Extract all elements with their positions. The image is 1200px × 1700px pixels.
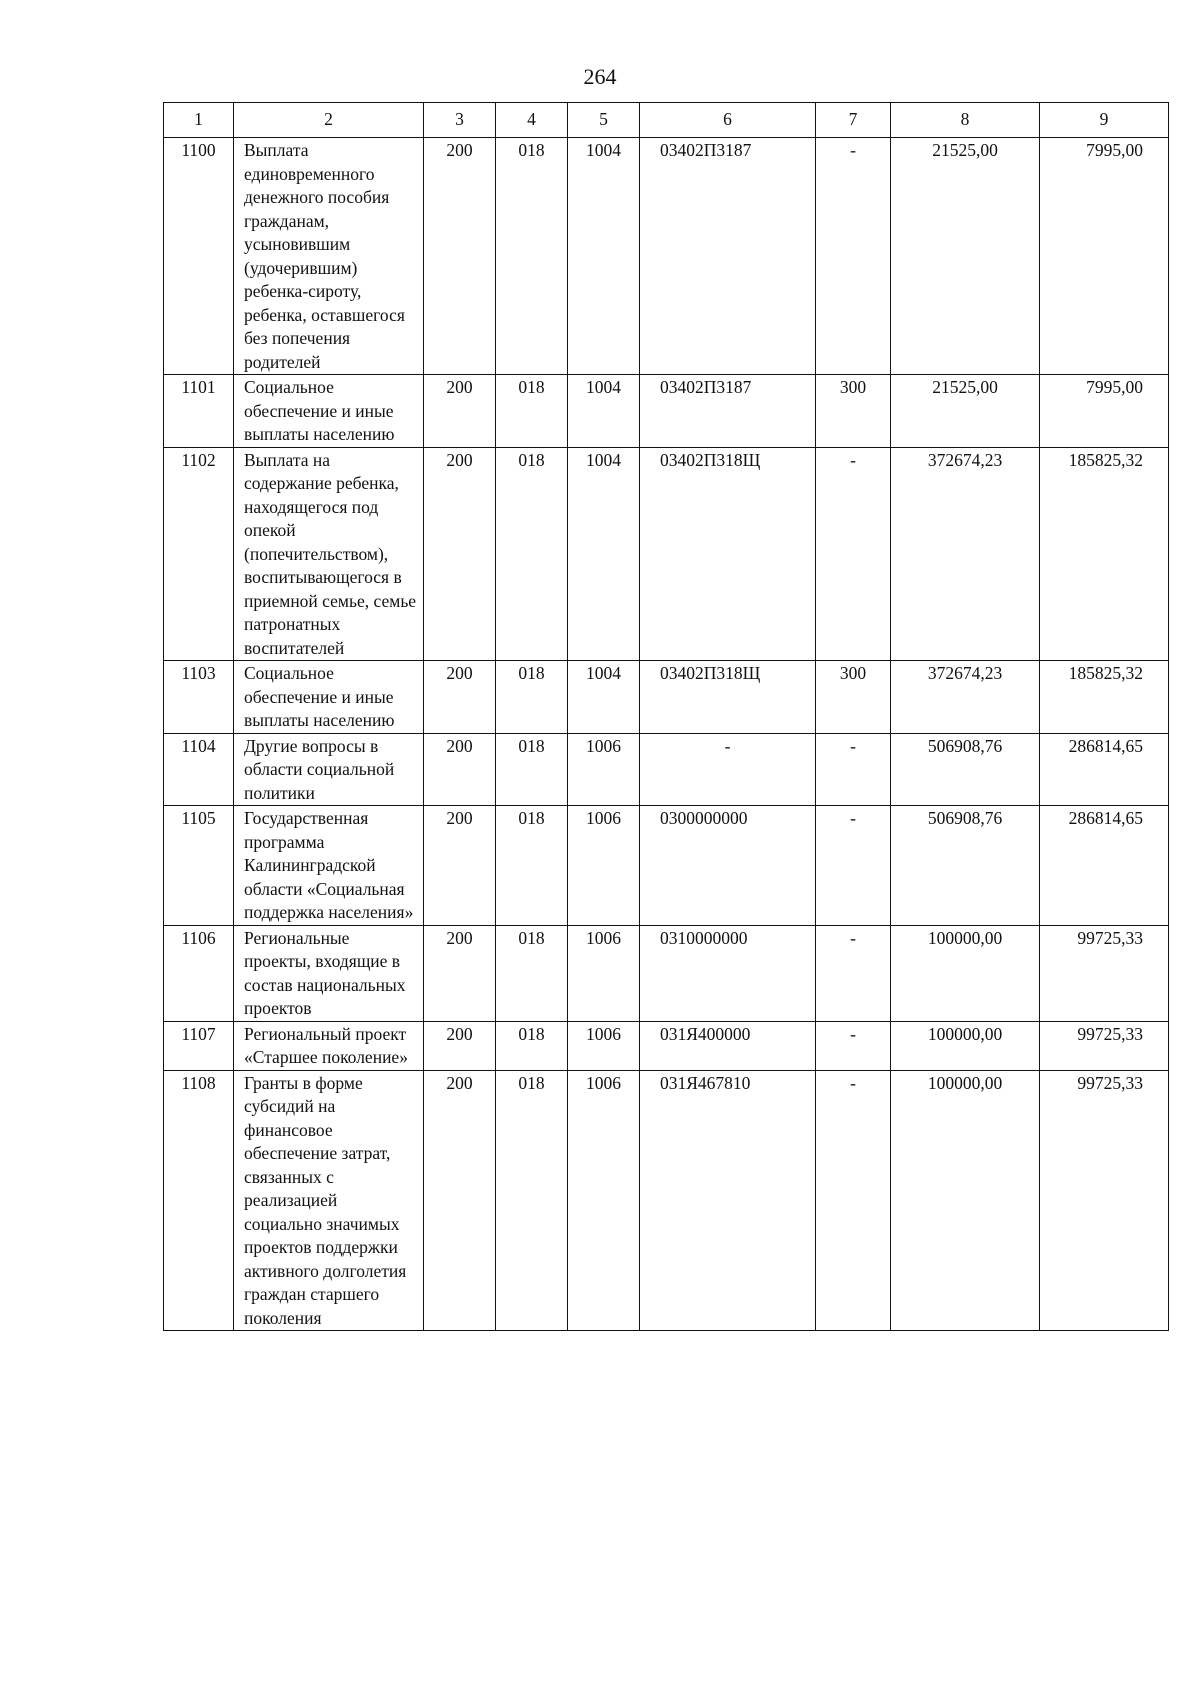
cell-col-6: 03402П318Щ <box>640 447 816 661</box>
table-row <box>164 806 1169 926</box>
row-number: 1104 <box>164 733 234 806</box>
cell-col-8: 100000,00 <box>891 1070 1040 1331</box>
table-row <box>164 447 1169 661</box>
cell-col-4: 018 <box>496 806 568 926</box>
header-row <box>164 103 1169 138</box>
cell-col-9: 286814,65 <box>1040 733 1169 806</box>
row-number: 1101 <box>164 375 234 448</box>
cell-col-5: 1006 <box>568 925 640 1021</box>
cell-col-4: 018 <box>496 138 568 375</box>
cell-col-4: 018 <box>496 375 568 448</box>
cell-col-7: - <box>816 138 891 375</box>
cell-col-3: 200 <box>424 1021 496 1070</box>
row-name: Гранты в форме субсидий на финансовое обеспечение затрат, связанных с реализацией социально значимых проектов поддержки активного долголетия граждан старшего поколения <box>234 1070 424 1331</box>
table-row <box>164 925 1169 1021</box>
cell-col-7: 300 <box>816 661 891 734</box>
row-name: Социальное обеспечение и иные выплаты населению <box>234 661 424 734</box>
cell-col-5: 1006 <box>568 1070 640 1331</box>
cell-col-9: 7995,00 <box>1040 138 1169 375</box>
cell-col-5: 1004 <box>568 375 640 448</box>
cell-col-6: 03402П3187 <box>640 375 816 448</box>
cell-col-8: 21525,00 <box>891 138 1040 375</box>
cell-col-4: 018 <box>496 661 568 734</box>
cell-col-7: - <box>816 1021 891 1070</box>
cell-col-9: 99725,33 <box>1040 1021 1169 1070</box>
budget-table <box>163 102 1169 1331</box>
cell-col-5: 1004 <box>568 138 640 375</box>
cell-col-3: 200 <box>424 1070 496 1331</box>
cell-col-3: 200 <box>424 447 496 661</box>
cell-col-3: 200 <box>424 806 496 926</box>
row-number: 1106 <box>164 925 234 1021</box>
row-name: Региональный проект «Старшее поколение» <box>234 1021 424 1070</box>
cell-col-7: 300 <box>816 375 891 448</box>
cell-col-8: 21525,00 <box>891 375 1040 448</box>
cell-col-4: 018 <box>496 1070 568 1331</box>
column-header-1: 1 <box>164 103 234 138</box>
column-header-6: 6 <box>640 103 816 138</box>
row-number: 1102 <box>164 447 234 661</box>
cell-col-5: 1006 <box>568 806 640 926</box>
cell-col-7: - <box>816 806 891 926</box>
cell-col-4: 018 <box>496 733 568 806</box>
cell-col-8: 100000,00 <box>891 925 1040 1021</box>
table-row <box>164 1021 1169 1070</box>
row-name: Региональные проекты, входящие в состав национальных проектов <box>234 925 424 1021</box>
cell-col-3: 200 <box>424 661 496 734</box>
cell-col-8: 506908,76 <box>891 733 1040 806</box>
cell-col-4: 018 <box>496 1021 568 1070</box>
cell-col-7: - <box>816 925 891 1021</box>
cell-col-6: 0310000000 <box>640 925 816 1021</box>
cell-col-6: 0300000000 <box>640 806 816 926</box>
cell-col-3: 200 <box>424 925 496 1021</box>
cell-col-9: 286814,65 <box>1040 806 1169 926</box>
column-header-5: 5 <box>568 103 640 138</box>
row-name: Социальное обеспечение и иные выплаты населению <box>234 375 424 448</box>
cell-col-3: 200 <box>424 375 496 448</box>
table-row <box>164 138 1169 375</box>
cell-col-5: 1004 <box>568 661 640 734</box>
column-header-2: 2 <box>234 103 424 138</box>
cell-col-8: 372674,23 <box>891 661 1040 734</box>
column-header-7: 7 <box>816 103 891 138</box>
cell-col-6: 031Я467810 <box>640 1070 816 1331</box>
table-row <box>164 733 1169 806</box>
cell-col-8: 372674,23 <box>891 447 1040 661</box>
column-header-3: 3 <box>424 103 496 138</box>
cell-col-7: - <box>816 447 891 661</box>
page-number: 264 <box>583 64 617 89</box>
cell-col-9: 7995,00 <box>1040 375 1169 448</box>
cell-col-5: 1006 <box>568 733 640 806</box>
row-name: Государственная программа Калининградской области «Социальная поддержка населения» <box>234 806 424 926</box>
cell-col-6: 031Я400000 <box>640 1021 816 1070</box>
cell-col-9: 185825,32 <box>1040 447 1169 661</box>
table-row <box>164 1070 1169 1331</box>
row-number: 1103 <box>164 661 234 734</box>
cell-col-8: 506908,76 <box>891 806 1040 926</box>
row-number: 1105 <box>164 806 234 926</box>
column-header-4: 4 <box>496 103 568 138</box>
cell-col-3: 200 <box>424 733 496 806</box>
cell-col-9: 99725,33 <box>1040 1070 1169 1331</box>
cell-col-6: 03402П318Щ <box>640 661 816 734</box>
cell-col-6: - <box>640 733 816 806</box>
table-row <box>164 661 1169 734</box>
row-number: 1107 <box>164 1021 234 1070</box>
cell-col-4: 018 <box>496 925 568 1021</box>
cell-col-7: - <box>816 1070 891 1331</box>
row-name: Выплата на содержание ребенка, находящегося под опекой (попечительством), воспитывающегося в приемной семье, семье патронатных воспитателей <box>234 447 424 661</box>
cell-col-5: 1004 <box>568 447 640 661</box>
cell-col-5: 1006 <box>568 1021 640 1070</box>
row-number: 1100 <box>164 138 234 375</box>
cell-col-8: 100000,00 <box>891 1021 1040 1070</box>
cell-col-9: 99725,33 <box>1040 925 1169 1021</box>
cell-col-6: 03402П3187 <box>640 138 816 375</box>
row-name: Выплата единовременного денежного пособия гражданам, усыновившим (удочерившим) ребенка-сироту, ребенка, оставшегося без попечения родителей <box>234 138 424 375</box>
cell-col-4: 018 <box>496 447 568 661</box>
row-number: 1108 <box>164 1070 234 1331</box>
cell-col-9: 185825,32 <box>1040 661 1169 734</box>
cell-col-3: 200 <box>424 138 496 375</box>
column-header-8: 8 <box>891 103 1040 138</box>
table-row <box>164 375 1169 448</box>
row-name: Другие вопросы в области социальной политики <box>234 733 424 806</box>
cell-col-7: - <box>816 733 891 806</box>
column-header-9: 9 <box>1040 103 1169 138</box>
